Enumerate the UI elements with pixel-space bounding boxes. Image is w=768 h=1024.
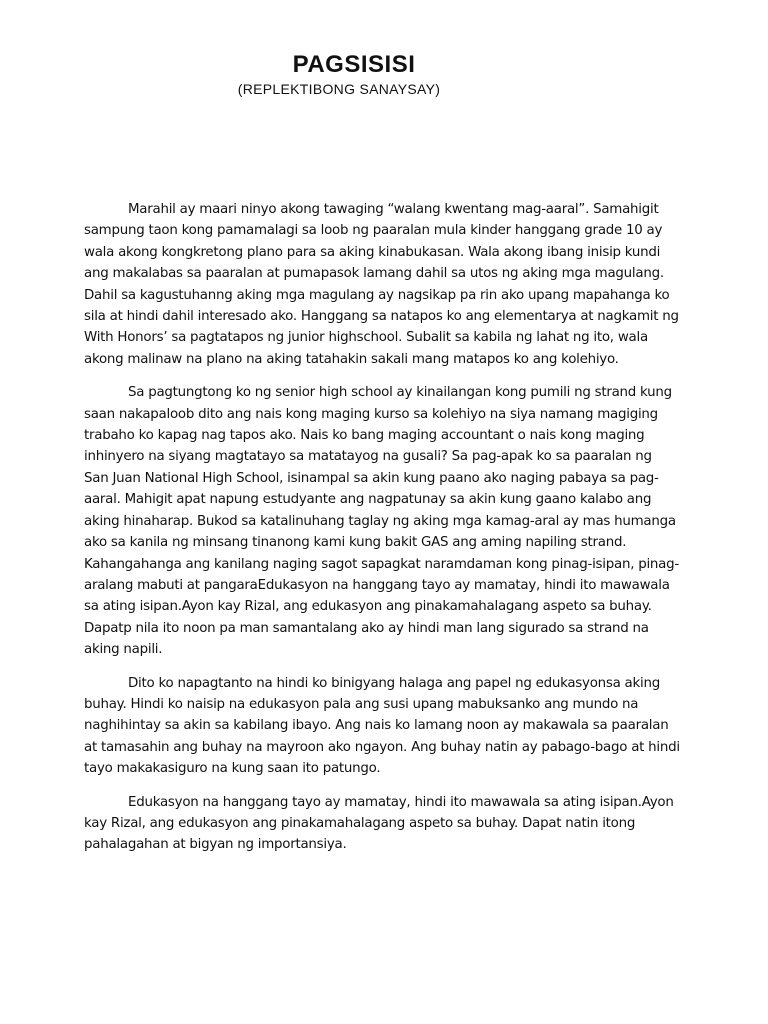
paragraph-1: Marahil ay maari ninyo akong tawaging “walang kwentang mag-aaral”. Samahigit sampung taon kong pamamalagi sa loob ng paaralan mula kinder hanggang grade 10 ay wala akong kongkretong plano para sa aking kinabukasan. Wala akong ibang inisip kundi ang makalabas sa paaralan at pumapasok lamang dahil sa utos ng aking mga magulang. Dahil sa kagustuhanng aking mga magulang ay nagsikap pa rin ako upang mapahanga ko sila at hindi dahil interesado ako. Hanggang sa natapos ko ang elementarya at nagkamit ng With Honors’ sa pagtatapos ng junior highschool. Subalit sa kabila ng lahat ng ito, wala akong malinaw na plano na aking tatahakin sakali mang matapos ko ang kolehiyo. bbox=[84, 202, 679, 367]
document-title: PAGSISISI bbox=[292, 51, 416, 78]
essay-body bbox=[84, 199, 680, 868]
paragraph-2: Sa pagtungtong ko ng senior high school ay kinailangan kong pumili ng strand kung saan nakapaloob dito ang nais kong maging kurso sa kolehiyo na siya namang magiging trabaho ko kapag nag tapos ako. Nais ko bang maging accountant o nais kong maging inhinyero na siyang magtatayo sa matatayog na gusali? Sa pag-apak ko sa paaralan ng San Juan National High School, isinampal sa akin kung paano ako naging pabaya sa pag-aaral. Mahigit apat napung estudyante ang nagpatunay sa akin kung gaano kalabo ang aking hinaharap. Bukod sa katalinuhang taglay ng aking mga kamag-aral ay mas humanga ako sa kanila ng minsang tinanong kami kung bakit GAS ang aming napiling strand. Kahangahanga ang kanilang naging sagot sapagkat naramdaman kong pinag-isipan, pinag-aralang mabuti at pangaraEdukasyon na hanggang tayo ay mamatay, hindi ito mawawala sa ating isipan.Ayon kay Rizal, ang edukasyon ang pinakamahalagang aspeto sa buhay. Dapatp nila ito noon pa man samantalang ako ay hindi man lang sigurado sa strand na aking napili. bbox=[84, 385, 679, 658]
document-subtitle: (REPLEKTIBONG SANAYSAY) bbox=[237, 81, 441, 97]
paragraph-3: Dito ko napagtanto na hindi ko binigyang halaga ang papel ng edukasyonsa aking buhay. Hindi ko naisip na edukasyon pala ang susi upang mabuksanko ang mundo na naghihintay sa akin sa kabilang ibayo. Ang nais ko lamang noon ay makawala sa paaralan at tamasahin ang buhay na mayroon ako ngayon. Ang buhay natin ay pabago-bago at hindi tayo makakasiguro na kung saan ito patungo. bbox=[84, 675, 680, 777]
paragraph-4: Edukasyon na hanggang tayo ay mamatay, hindi ito mawawala sa ating isipan.Ayon kay Rizal, ang edukasyon ang pinakamahalagang aspeto sa buhay. Dapat natin itong pahalagahan at bigyan ng importansiya. bbox=[84, 794, 674, 853]
